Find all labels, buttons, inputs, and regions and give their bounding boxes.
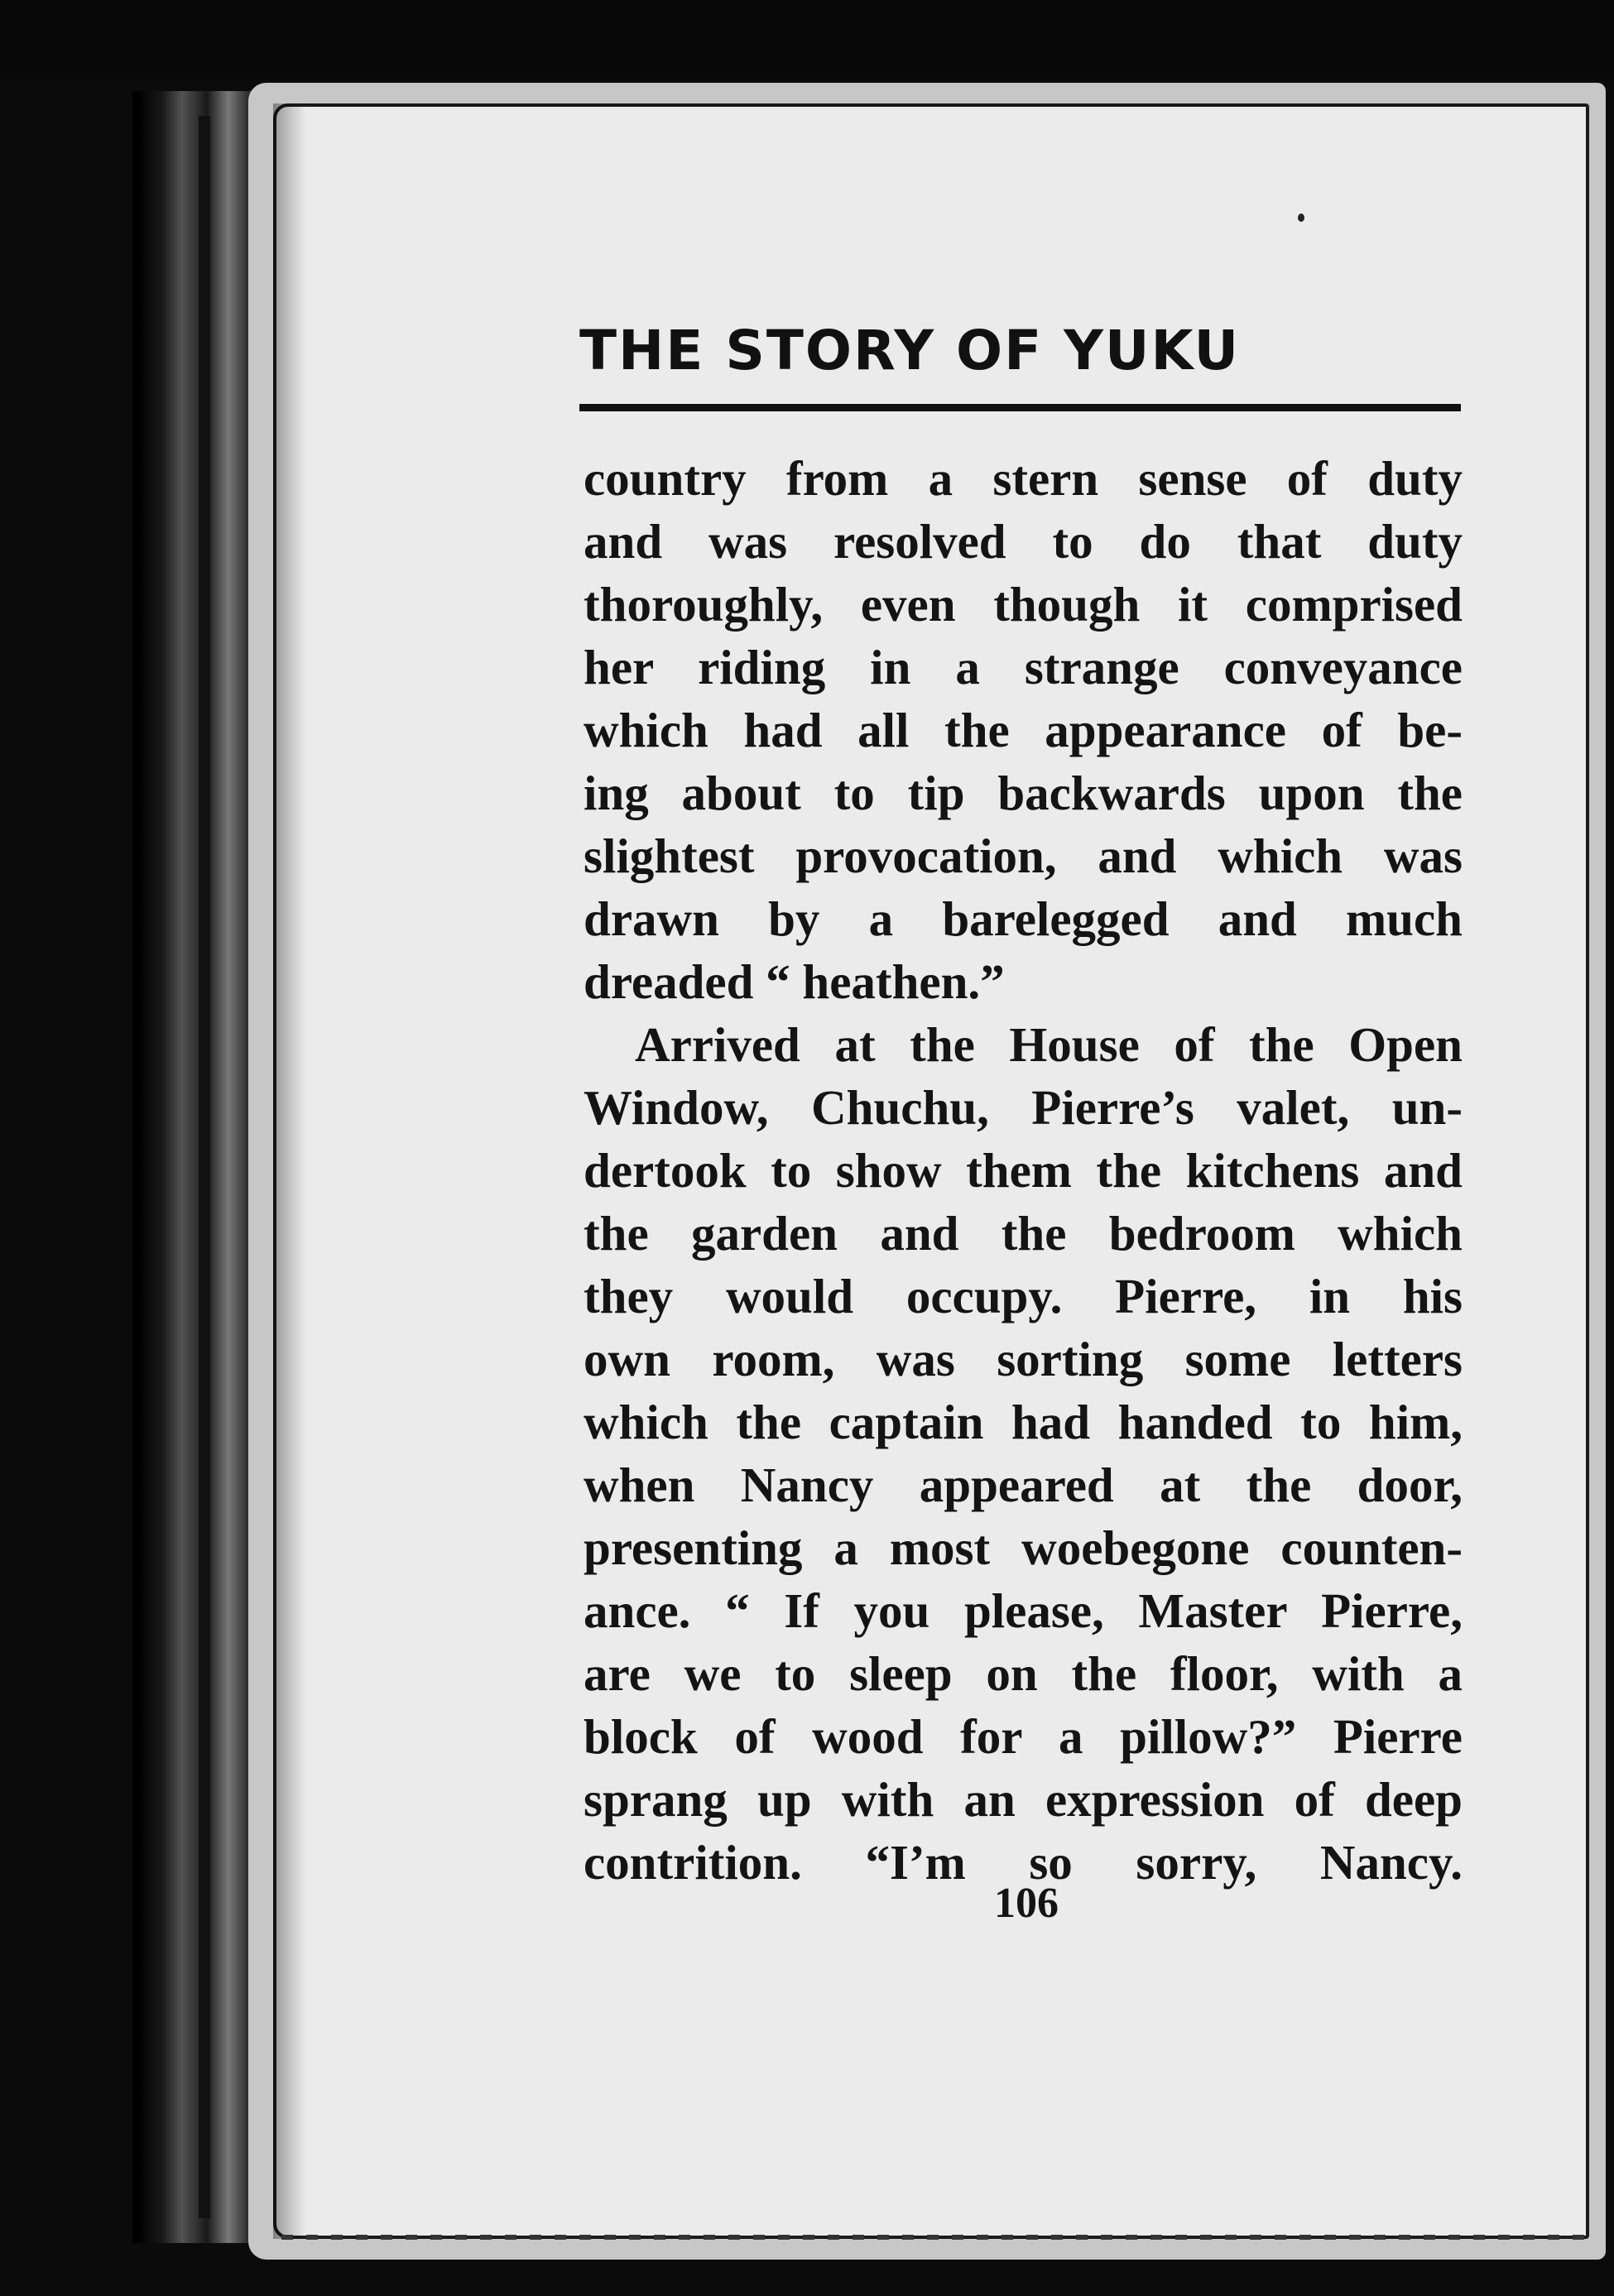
text-line: her riding in a strange conveyance [584,640,1463,694]
text-line: thoroughly, even though it comprised [584,577,1463,632]
text-line: are we to sleep on the floor, with a [584,1646,1463,1701]
text-line: sprang up with an expression of deep [584,1772,1463,1827]
text-line: Window, Chuchu, Pierre’s valet, un- [584,1080,1463,1135]
text-line: when Nancy appeared at the door, [584,1458,1463,1512]
text-line: ance. “ If you please, Master Pierre, [584,1583,1463,1638]
text-line: slightest provocation, and which was [584,829,1463,883]
text-line: they would occupy. Pierre, in his [584,1269,1463,1323]
text-line: and was resolved to do that duty [584,514,1463,569]
ink-speck [1298,214,1304,222]
text-line: dreaded “ heathen.” [584,954,1005,1009]
body-text [584,447,1463,1894]
text-line: country from a stern sense of duty [584,451,1463,506]
text-line: Arrived at the House of the Open [635,1017,1463,1072]
text-line: own room, was sorting some letters [584,1332,1463,1386]
text-line: contrition. “I’m so sorry, Nancy. [584,1835,1463,1890]
gutter-shadow [273,103,306,2239]
scan-background [0,0,1614,79]
running-head: THE STORY OF YUKU [579,319,1241,382]
text-line: which had all the appearance of be- [584,703,1463,757]
header-rule [579,404,1461,411]
page-number: 106 [994,1880,1059,1927]
text-line: presenting a most woebegone counten- [584,1520,1463,1575]
text-line: ing about to tip backwards upon the [584,766,1463,820]
text-line: drawn by a barelegged and much [584,891,1463,946]
text-line: the garden and the bedroom which [584,1206,1463,1261]
page-bottom-edge [281,2235,1589,2240]
text-line: which the captain had handed to him, [584,1395,1463,1449]
text-line: dertook to show them the kitchens and [584,1143,1463,1198]
text-line: block of wood for a pillow?” Pierre [584,1709,1463,1764]
spine-edge [199,116,210,2218]
